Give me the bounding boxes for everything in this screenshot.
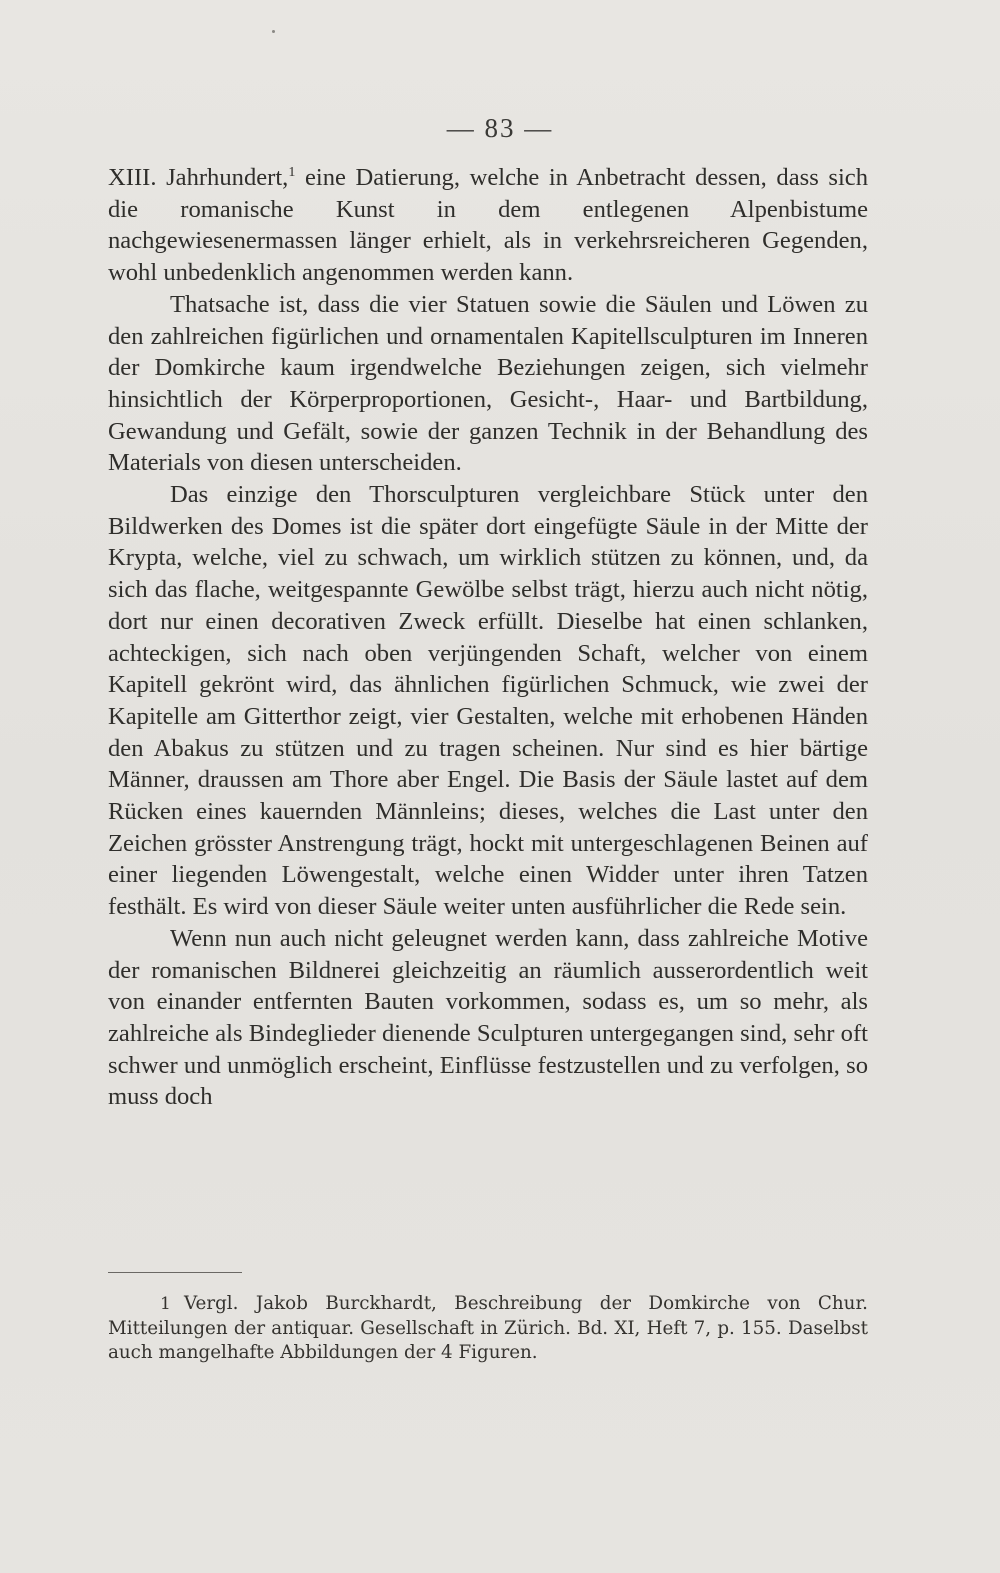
- page-number: — 83 —: [446, 113, 554, 143]
- paragraph-2: Thatsache ist, dass die vier Statuen sowie die Säulen und Löwen zu den zahlreichen figürlichen und ornamentalen Kapitellsculpturen im Inneren der Domkirche kaum irgendwelche Beziehungen zeigen, sich vielmehr hinsichtlich der Körperproportionen, Gesicht-, Haar- und Bartbildung, Gewandung und Gefält, sowie der ganzen Technik in der Behandlung des Materials von diesen unterscheiden.: [108, 290, 868, 477]
- footnote-reference: 1: [288, 164, 296, 180]
- footnote-text: Vergl. Jakob Burckhardt, Beschreibung der Domkirche von Chur. Mitteilungen der antiquar. Gesellschaft in Zürich. Bd. XI, Heft 7, p. 155. Daselbst auch mangelhafte Abbildungen der 4 Figuren.: [108, 1293, 868, 1363]
- paper-speck: [272, 30, 275, 33]
- paragraph-1-start: XIII. Jahrhundert,: [108, 164, 289, 191]
- body-text: [108, 162, 868, 1113]
- footnote: [108, 1292, 868, 1366]
- paragraph-1-rest: eine Datierung, welche in Anbetracht dessen, dass sich die romanische Kunst in dem entlegenen Alpenbistume nachgewiesenermassen länger erhielt, als in verkehrsreicheren Gegenden, wohl unbedenklich angenommen werden kann.: [108, 164, 868, 287]
- paragraph-3: Das einzige den Thorsculpturen vergleichbare Stück unter den Bildwerken des Domes ist die später dort eingefügte Säule in der Mitte der Krypta, welche, viel zu schwach, um wirklich stützen zu können, und, da sich das flache, weitgespannte Gewölbe selbst trägt, hierzu auch nicht nötig, dort nur einen decorativen Zweck erfüllt. Dieselbe hat einen schlanken, achteckigen, sich nach oben verjüngenden Schaft, welcher von einem Kapitell gekrönt wird, das ähnlichen figürlichen Schmuck, wie zwei der Kapitelle am Gitterthor zeigt, vier Gestalten, welche mit erhobenen Händen den Abakus zu stützen und zu tragen scheinen. Nur sind es hier bärtige Männer, draussen am Thore aber Engel. Die Basis der Säule lastet auf dem Rücken eines kauernden Männleins; dieses, welches die Last unter den Zeichen grösster Anstrengung trägt, hockt mit untergeschlagenen Beinen auf einer liegenden Löwengestalt, welche einen Widder unter ihren Tatzen festhält. Es wird von dieser Säule weiter unten ausführlicher die Rede sein.: [108, 481, 868, 921]
- footnote-number: 1: [160, 1294, 171, 1314]
- paragraph-4: Wenn nun auch nicht geleugnet werden kann, dass zahlreiche Motive der romanischen Bildnerei gleichzeitig an räumlich ausserordentlich weit von einander entfernten Bauten vorkommen, sodass es, um so mehr, als zahlreiche als Bindeglieder dienende Sculpturen untergegangen sind, sehr oft schwer und unmöglich erscheint, Einflüsse festzustellen und zu verfolgen, so muss doch: [108, 924, 868, 1111]
- paragraph-1: [108, 162, 868, 289]
- footnote-separator: [108, 1272, 242, 1273]
